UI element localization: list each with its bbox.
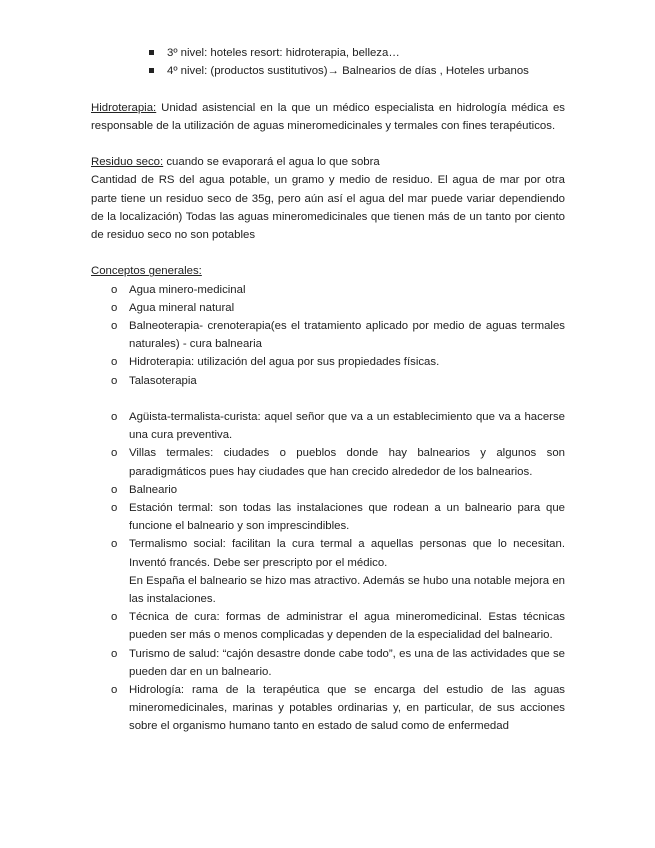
bullet: o — [111, 301, 118, 314]
document-body — [91, 44, 565, 736]
list-item: o Agua minero-medicinal — [91, 281, 565, 299]
list-item: o Hidroterapia: utilización del agua por sus propiedades físicas. — [91, 353, 565, 371]
bullet: o — [111, 502, 118, 515]
list-item: 4º nivel: (productos sustitutivos)→ Balnearios de días , Hoteles urbanos — [91, 62, 565, 80]
bullet: o — [111, 356, 118, 369]
list-item: o Estación termal: son todas las instalaciones que rodean a un balneario para que funcione el balneario y son imprescindibles. — [91, 499, 565, 535]
bullet: o — [111, 447, 118, 460]
bullet: o — [111, 283, 118, 296]
hidroterapia-paragraph — [91, 99, 565, 135]
bullet: o — [111, 320, 118, 332]
bullet: o — [111, 684, 118, 697]
bullet: o — [111, 483, 118, 496]
list-item: o Termalismo social: facilitan la cura termal a aquellas personas que lo necesitan. Inventó francés. Debe ser prescripto por el médico. En España el balneario se hizo mas atractivo. Además se hubo una notable mejora en las instalaciones. — [91, 535, 565, 608]
residuo-intro — [91, 153, 565, 171]
conceptos-heading: Conceptos generales: — [91, 265, 202, 278]
conceptos-list — [91, 281, 565, 736]
list-item: o Agüista-termalista-curista: aquel señor que va a un establecimiento que va a hacerse una cura preventiva. — [91, 408, 565, 444]
list-item: o Villas termales: ciudades o pueblos donde hay balnearios y algunos son paradigmáticos pues hay ciudades que han crecido alrededor de los balnearios. — [91, 444, 565, 480]
list-item: o Técnica de cura: formas de administrar el agua mineromedicinal. Estas técnicas pueden ser más o menos complicadas y dependen de la especialidad del balneario. — [91, 608, 565, 644]
bullet: o — [111, 374, 118, 387]
residuo-term: Residuo seco: — [91, 156, 164, 169]
hidroterapia-term: Hidroterapia: — [91, 101, 157, 114]
list-item: o Balneoterapia- crenoterapia(es el tratamiento aplicado por medio de aguas termales naturales) - cura balnearia — [91, 317, 565, 353]
list-item: o Turismo de salud: “cajón desastre donde cabe todo”, es una de las actividades que se pueden dar en un balneario. — [91, 645, 565, 681]
list-item: o Talasoterapia — [91, 372, 565, 390]
list-item: o Hidrología: rama de la terapéutica que se encarga del estudio de las aguas mineromedicinales, marinas y potables ordinarias y, en particular, de sus acciones sobre el organismo humano tanto en estado de salud como de enfermedad — [91, 681, 565, 736]
residuo-intro-text: cuando se evaporará el agua lo que sobra — [163, 156, 380, 169]
list-item: 3º nivel: hoteles resort: hidroterapia, belleza… — [91, 44, 565, 62]
bullet: o — [111, 411, 118, 423]
bullet: o — [111, 538, 118, 551]
list-spacer — [91, 390, 565, 408]
list-item: o Agua mineral natural — [91, 299, 565, 317]
list-item: o Balneario — [91, 481, 565, 499]
bullet: o — [111, 611, 118, 624]
levels-list — [91, 44, 565, 80]
bullet: o — [111, 647, 118, 660]
hidroterapia-text: Unidad asistencial en la que un médico especialista en hidrología médica es responsable de la utilización de aguas mineromedicinales y termales con fines terapéuticos. — [91, 101, 565, 132]
residuo-paragraph: Cantidad de RS del agua potable, un gramo y medio de residuo. El agua de mar por otra parte tiene un residuo seco de 35g, pero aún así el agua del mar puede variar dependiendo de la localización) Todas las aguas mineromedicinales que tienen más de un tanto por ciento de residuo seco no son potables — [91, 174, 565, 241]
